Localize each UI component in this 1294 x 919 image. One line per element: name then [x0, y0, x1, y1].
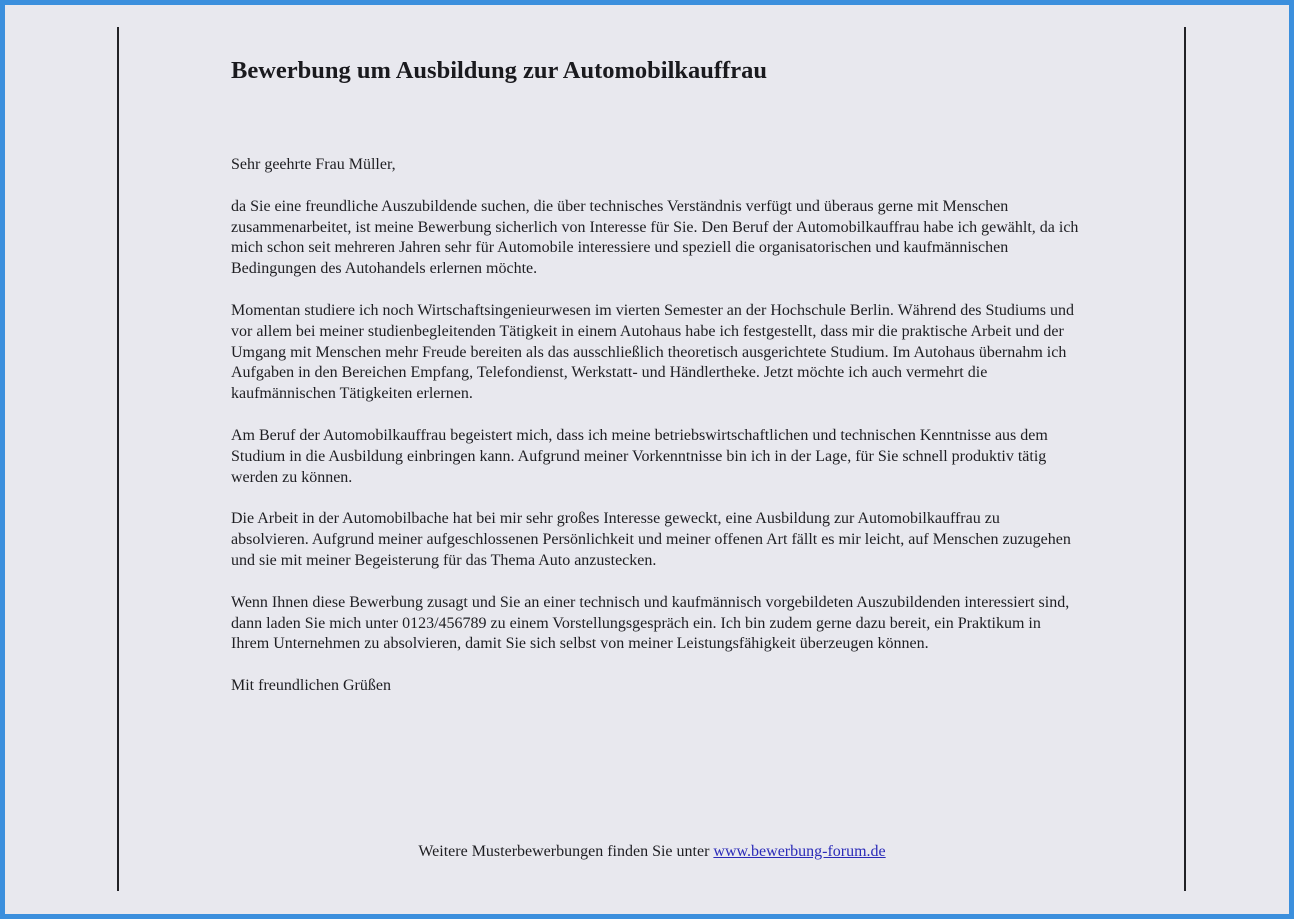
footer	[5, 843, 1294, 861]
right-margin-rule	[1184, 27, 1186, 891]
closing: Mit freundlichen Grüßen	[231, 677, 391, 695]
letter-title: Bewerbung um Ausbildung zur Automobilkauffrau	[231, 57, 767, 84]
paragraph-invitation: Wenn Ihnen diese Bewerbung zusagt und Sie an einer technisch und kaufmännisch vorgebildeten Auszubildenden interessiert sind, dann laden Sie mich unter 0123/456789 zu einem Vorstellungsgespräch ein. Ich bin zudem gerne dazu bereit, ein Praktikum in Ihrem Unternehmen zu absolvieren, damit Sie sich selbst von meiner Leistungsfähigkeit überzeugen können.	[231, 593, 1070, 653]
paragraph-motivation: Am Beruf der Automobilkauffrau begeistert mich, dass ich meine betriebswirtschaftlichen und technischen Kenntnisse aus dem Studium in die Ausbildung einbringen kann. Aufgrund meiner Vorkenntnisse bin ich in der Lage, für Sie schnell produktiv tätig werden zu können.	[231, 426, 1048, 486]
footer-text: Weitere Musterbewerbungen finden Sie unter	[418, 843, 710, 860]
letter-body	[231, 155, 1081, 718]
paragraph-intro: da Sie eine freundliche Auszubildende suchen, die über technisches Verständnis verfügt und überaus gerne mit Menschen zusammenarbeitet, ist meine Bewerbung sicherlich von Interesse für Sie. Den Beruf der Automobilkauffrau habe ich gewählt, da ich mich schon seit mehreren Jahren sehr für Automobile interessiere und speziell die organisatorischen und kaufmännischen Bedingungen des Autohandels erlernen möchte.	[231, 197, 1079, 278]
paragraph-personality: Die Arbeit in der Automobilbache hat bei mir sehr großes Interesse geweckt, eine Ausbildung zur Automobilkauffrau zu absolvieren. Aufgrund meiner aufgeschlossenen Persönlichkeit und meiner offenen Art fällt es mir leicht, auf Menschen zuzugehen und sie mit meiner Begeisterung für das Thema Auto anzustecken.	[231, 510, 1071, 569]
footer-link[interactable]: www.bewerbung-forum.de	[713, 843, 886, 860]
left-margin-rule	[117, 27, 119, 891]
paragraph-studies: Momentan studiere ich noch Wirtschaftsingenieurwesen im vierten Semester an der Hochschule Berlin. Während des Studiums und vor allem bei meiner studienbegleitenden Tätigkeit in einem Autohaus habe ich festgestellt, dass mir die praktische Arbeit und der Umgang mit Menschen mehr Freude bereiten als das ausschließlich theoretisch ausgerichtete Studium. Im Autohaus übernahm ich Aufgaben in den Bereichen Empfang, Telefondienst, Werkstatt- und Händlertheke. Jetzt möchte ich auch vermehrt die kaufmännischen Tätigkeiten erlernen.	[231, 301, 1074, 403]
salutation: Sehr geehrte Frau Müller,	[231, 156, 396, 173]
